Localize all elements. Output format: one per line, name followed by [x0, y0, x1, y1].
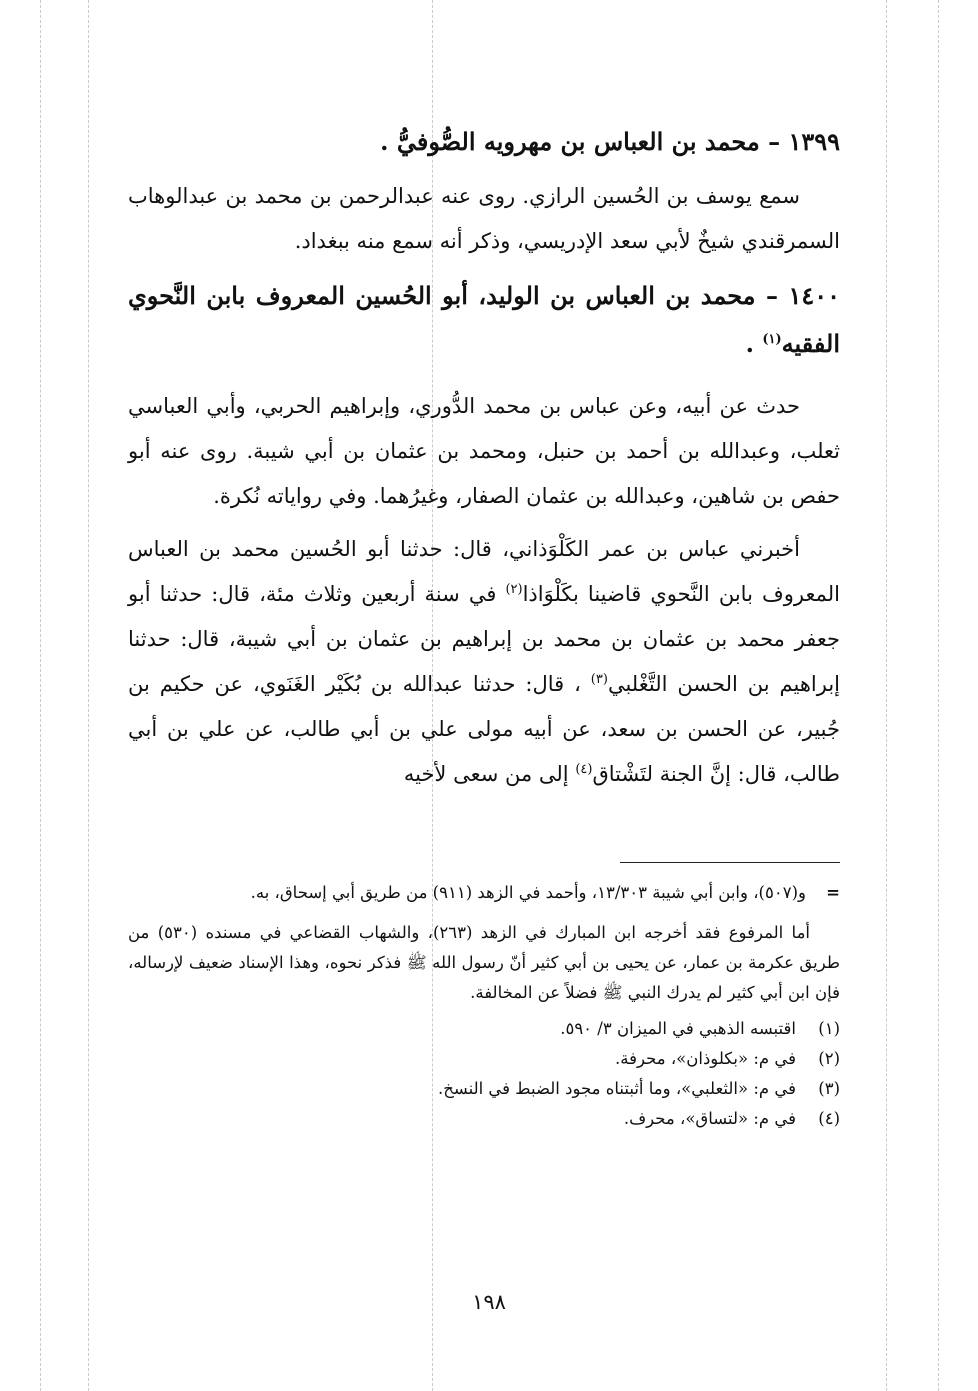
- entry-heading-1399: ١٣٩٩ – محمد بن العباس بن مهرويه الصُّوفيُّ .: [380, 127, 840, 156]
- text-span: ، قال: حدثنا عبدالله بن بُكَيْر الغَنَوي، عن حكيم بن جُبير، عن الحسن بن سعد، عن أبيه مولى علي بن أبي طالب، عن علي بن أبي طالب، قال: إنَّ الجنة لتَشْتاق: [128, 672, 840, 786]
- footnote-text: في م: «لتساق»، محرف.: [623, 1109, 796, 1128]
- footnote-number: (٣): [818, 1079, 840, 1098]
- entry-heading-1400: [128, 272, 840, 368]
- footnote: [128, 1014, 840, 1044]
- continuation-mark: =: [826, 883, 840, 902]
- footnote-text: و(٥٠٧)، وابن أبي شيبة ١٣/٣٠٣، وأحمد في الزهد (٩١١) من طريق أبي إسحاق، به.: [250, 883, 806, 902]
- footnote-number: (١): [818, 1019, 840, 1038]
- text-span: أخبرني عباس بن عمر الكَلْوَذاني، قال: حدثنا أبو الحُسين محمد بن العباس المعروف بابن النَّحوي قاضينا بكَلْوَاذا: [128, 537, 841, 606]
- footnotes: [128, 878, 840, 1134]
- footnote-number: (٢): [818, 1049, 840, 1068]
- footnote-continuation: [128, 878, 840, 908]
- footnote: [128, 1074, 840, 1104]
- text-span: إلى من سعى لأخيه: [403, 762, 576, 786]
- footnote-text: في م: «بكلوذان»، محرفة.: [615, 1049, 796, 1068]
- footnote-ref: (١): [762, 332, 782, 347]
- scan-guide-line: [40, 0, 41, 1391]
- text-span: في سنة أربعين وثلاث مئة، قال: حدثنا أبو جعفر محمد بن عثمان بن محمد بن إبراهيم بن عثمان بن أبي شيبة، قال: حدثنا إبراهيم بن الحسن التَّغْلبي: [128, 582, 840, 696]
- entry-paragraph: سمع يوسف بن الحُسين الرازي. روى عنه عبدالرحمن بن محمد بن عبدالوهاب السمرقندي شيخٌ لأبي سعد الإدريسي، وذكر أنه سمع منه ببغداد.: [128, 184, 840, 253]
- heading-text: ١٤٠٠ – محمد بن العباس بن الوليد، أبو الحُسين المعروف بابن النَّحوي الفقيه: [128, 281, 840, 358]
- scan-guide-line: [938, 0, 939, 1391]
- page-number: ١٩٨: [472, 1290, 506, 1314]
- footnote-text: اقتبسه الذهبي في الميزان ٣/ ٥٩٠.: [560, 1019, 796, 1038]
- footnote-ref: (٤): [575, 762, 593, 777]
- footnote-divider: [620, 862, 840, 863]
- scan-guide-line: [886, 0, 887, 1391]
- main-text: [128, 118, 840, 797]
- footnote-text: في م: «الثعلبي»، وما أثبتناه مجود الضبط في النسخ.: [437, 1079, 796, 1098]
- footnote: [128, 1044, 840, 1074]
- heading-end: .: [745, 329, 763, 358]
- footnote-block: أما المرفوع فقد أخرجه ابن المبارك في الزهد (٢٦٣)، والشهاب القضاعي في مسنده (٥٣٠) من طريق عكرمة بن عمار، عن يحيى بن أبي كثير أنّ رسول الله ﷺ فذكر نحوه، وهذا الإسناد ضعيف لإرساله، فإن ابن أبي كثير لم يدرك النبي ﷺ فضلاً عن المخالفة.: [128, 923, 840, 1002]
- entry-paragraph: حدث عن أبيه، وعن عباس بن محمد الدُّوري، وإبراهيم الحربي، وأبي العباسي ثعلب، وعبدالله بن أحمد بن حنبل، ومحمد بن عثمان بن أبي شيبة. روى عنه أبو حفص بن شاهين، وعبدالله بن عثمان الصفار، وغيرُهما. وفي رواياته نُكرة.: [128, 394, 840, 508]
- scan-guide-line: [88, 0, 89, 1391]
- entry-paragraph-isnad: [128, 527, 840, 797]
- footnote: [128, 1104, 840, 1134]
- footnote-number: (٤): [818, 1109, 840, 1128]
- footnote-ref: (٢): [505, 582, 523, 597]
- footnote-ref: (٣): [590, 672, 608, 687]
